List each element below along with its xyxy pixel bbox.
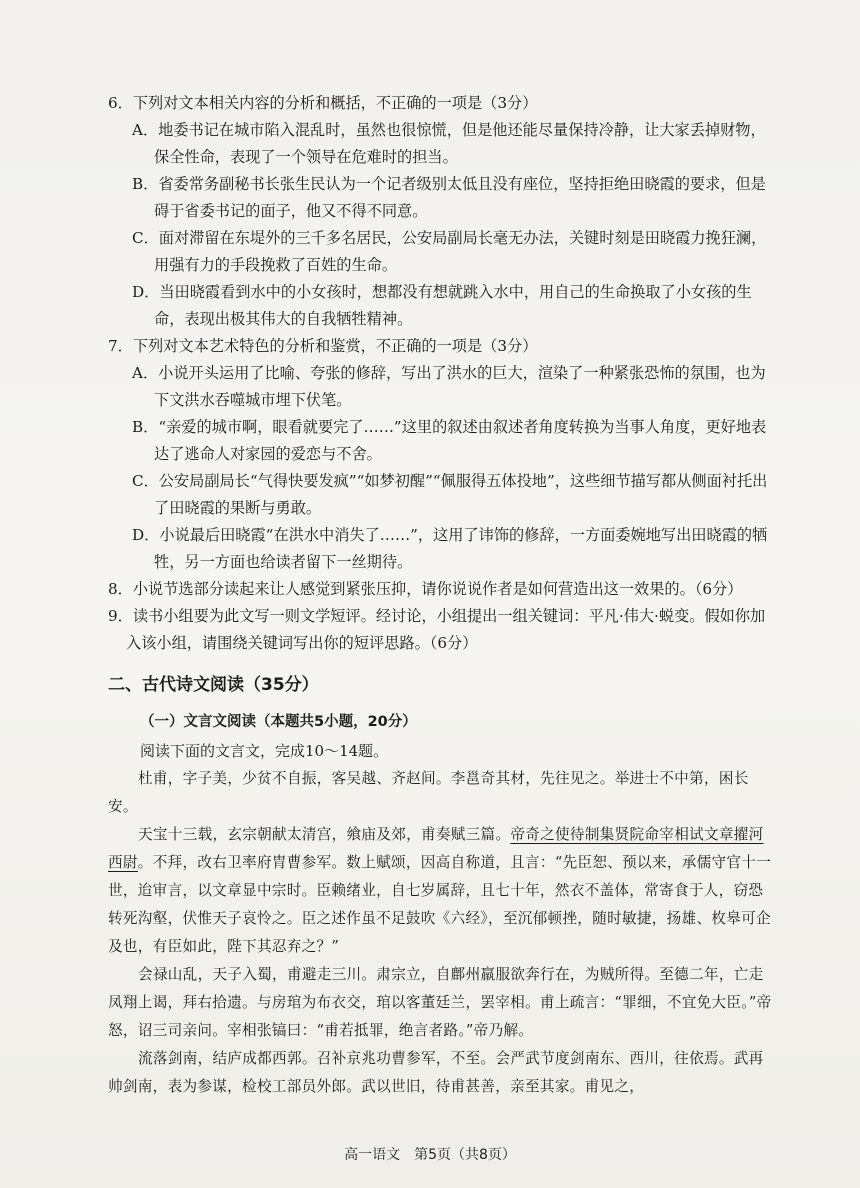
question-stem: 9．读书小组要为此文写一则文学短评。经讨论，小组提出一组关键词：平凡·伟大·蜕变。假如你加入该小组，请围绕关键词写出你的短评思路。（6分） [108,607,766,652]
passage-paragraph-3: 会禄山乱，天子入蜀，甫避走三川。肃宗立，自鄜州羸服欲奔行在，为贼所得。至德二年，亡走凤翔上谒，拜右拾遗。与房琯为布衣交，琯以客董廷兰，罢宰相。甫上疏言：“罪细，不宜免大臣。”帝怒，诏三司亲问。宰相张镐曰：“甫若抵罪，绝言者路。”帝乃解。 [108,966,772,1039]
option-b: B．“亲爱的城市啊，眼看就要完了……”这里的叙述由叙述者角度转换为当事人角度，更好地表达了逃命人对家园的爱恋与不舍。 [132,418,767,463]
underlined-sentence: 帝奇之使待制集贤院命宰相试文章擢河西尉 [108,826,764,871]
option-a: A．地委书记在城市陷入混乱时，虽然也很惊慌，但是他还能尽量保持冷静，让大家丢掉财物，保全性命，表现了一个领导在危难时的担当。 [132,121,766,166]
option-c: C．公安局副局长“气得快要发疯”“如梦初醒”“佩服得五体投地”，这些细节描写都从侧面衬托出了田晓霞的果断与勇敢。 [132,472,768,517]
question-stem: 8．小说节选部分读起来让人感觉到紧张压抑，请你说说作者是如何营造出这一效果的。（6分） [108,580,743,598]
option-d: D．当田晓霞看到水中的小女孩时，想都没有想就跳入水中，用自己的生命换取了小女孩的生命，表现出极其伟大的自我牺牲精神。 [132,283,752,328]
section-title: 二、古代诗文阅读（35分） [108,675,319,695]
question-6 [108,90,774,333]
option-a: A．小说开头运用了比喻、夸张的修辞，写出了洪水的巨大，渲染了一种紧张恐怖的氛围，也为下文洪水吞噬城市埋下伏笔。 [132,364,766,409]
page-footer: 高一语文 第5页（共8页） [344,1147,516,1163]
section-intro: 阅读下面的文言文，完成10～14题。 [140,742,389,760]
passage-text: 天宝十三载，玄宗朝献太清宫，飨庙及郊，甫奏赋三篇。 [138,826,511,843]
passage-paragraph-1: 杜甫，字子美，少贫不自振，客吴越、齐赵间。李邕奇其材，先往见之。举进士不中第，困长安。 [108,770,749,815]
classical-passage [108,765,774,1101]
passage-paragraph-4: 流落剑南，结庐成都西郭。召补京兆功曹参军，不至。会严武节度剑南东、西川，往依焉。武再帅剑南，表为参谋，检校工部员外郎。武以世旧，待甫甚善，亲至其家。甫见之， [108,1050,764,1095]
option-d: D．小说最后田晓霞“在洪水中消失了……”，这用了讳饰的修辞，一方面委婉地写出田晓霞的牺牲，另一方面也给读者留下一丝期待。 [132,526,768,571]
option-b: B．省委常务副秘书长张生民认为一个记者级别太低且没有座位，坚持拒绝田晓霞的要求，但是碍于省委书记的面子，他又不得不同意。 [132,175,766,220]
section-subtitle: （一）文言文阅读（本题共5小题，20分） [140,714,417,730]
question-9 [108,603,774,657]
question-8 [108,576,774,603]
passage-paragraph-2 [108,821,774,961]
question-stem: 7．下列对文本艺术特色的分析和鉴赏，不正确的一项是（3分） [108,337,538,355]
question-7 [108,333,774,576]
page-content [108,90,774,1101]
passage-text: 。不拜，改右卫率府胄曹参军。数上赋颂，因高自称道，且言：“先臣恕、预以来，承儒守官十一世，迨审言，以文章显中宗时。臣赖绪业，自七岁属辞，且七十年，然衣不盖体，常寄食于人，窃恐转死沟壑，伏惟天子哀怜之。臣之述作虽不足鼓吹《六经》，至沉郁顿挫，随时敏捷，扬雄、枚皋可企及也，有臣如此，陛下其忍弃之？” [108,854,772,955]
option-c: C．面对滞留在东堤外的三千多名居民，公安局副局长毫无办法，关键时刻是田晓霞力挽狂澜，用强有力的手段挽救了百姓的生命。 [132,229,767,274]
question-stem: 6．下列对文本相关内容的分析和概括，不正确的一项是（3分） [108,94,538,112]
